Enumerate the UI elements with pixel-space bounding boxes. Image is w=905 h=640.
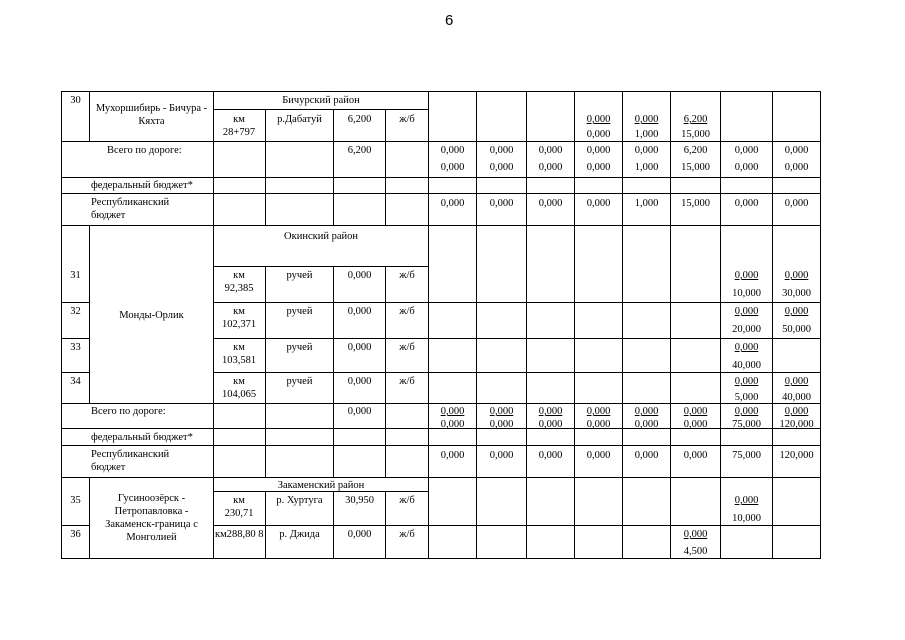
row-number: 32	[70, 306, 81, 317]
value-cell: 0,000	[440, 406, 465, 417]
km-position: км 102,371	[221, 306, 257, 330]
value-cell: 0,000	[784, 198, 809, 209]
bridge-material: ж/б	[399, 270, 415, 281]
row-line	[213, 109, 429, 110]
value-cell: 10,000	[732, 288, 761, 299]
value-cell: 6,200	[683, 114, 708, 125]
value-cell: 0,000	[489, 419, 514, 428]
table-border	[61, 91, 62, 559]
row-line	[213, 338, 821, 339]
value-cell: 0,000	[538, 406, 563, 417]
value-cell: 0,000	[538, 145, 563, 156]
road-name: Монды-Орлик	[119, 310, 184, 321]
value-cell: 0,000	[734, 406, 759, 417]
bridge-object: ручей	[286, 270, 313, 281]
value-cell: 0,000	[586, 419, 611, 428]
road-total-label: Всего по дороге:	[91, 406, 166, 417]
district-name: Окинский район	[284, 231, 358, 242]
row-line	[213, 372, 821, 373]
row-number: 36	[70, 529, 81, 540]
district-name: Бичурский район	[282, 95, 360, 106]
value-cell: 0,000	[634, 419, 659, 428]
value-cell: 0,000	[538, 419, 563, 428]
value-cell: 0,000	[538, 162, 563, 173]
bridge-length: 0,000	[347, 270, 372, 281]
value-cell: 0,000	[784, 406, 809, 417]
row-line	[61, 445, 821, 446]
table-border	[61, 91, 821, 92]
value-cell: 0,000	[784, 270, 809, 281]
row-line	[61, 525, 90, 526]
value-cell: 0,000	[586, 114, 611, 125]
value-cell: 1,000	[634, 198, 659, 209]
value-cell: 20,000	[732, 324, 761, 335]
bridge-length: 6,200	[347, 114, 372, 125]
row-line	[61, 428, 821, 429]
row-line	[61, 302, 90, 303]
row-line	[61, 141, 821, 142]
table-border	[61, 558, 821, 559]
value-cell: 0,000	[734, 342, 759, 353]
bridge-length: 0,000	[347, 376, 372, 387]
value-cell: 0,000	[634, 114, 659, 125]
value-cell: 0,000	[489, 162, 514, 173]
row-line	[61, 372, 90, 373]
value-cell: 50,000	[782, 324, 811, 335]
col-line	[385, 109, 386, 226]
col-line	[333, 109, 334, 226]
row-line	[213, 302, 821, 303]
row-line	[213, 266, 429, 267]
value-cell: 120,000	[779, 419, 814, 428]
value-cell: 75,000	[732, 450, 761, 461]
bridge-object: р.Дабатуй	[277, 114, 322, 125]
km-position: км 103,581	[221, 342, 257, 366]
row-line	[61, 338, 90, 339]
km-position: км 104,065	[221, 376, 257, 400]
value-cell: 0,000	[784, 376, 809, 387]
col-line	[265, 109, 266, 226]
value-cell: 0,000	[683, 529, 708, 540]
value-cell: 0,000	[440, 450, 465, 461]
value-cell: 0,000	[734, 198, 759, 209]
value-cell: 0,000	[489, 450, 514, 461]
value-cell: 30,000	[782, 288, 811, 299]
row-number: 35	[70, 495, 81, 506]
bridge-material: ж/б	[399, 376, 415, 387]
bridge-material: ж/б	[399, 342, 415, 353]
value-cell: 0,000	[634, 406, 659, 417]
value-cell: 6,200	[683, 145, 708, 156]
value-cell: 15,000	[681, 129, 710, 140]
value-cell: 0,000	[489, 145, 514, 156]
district-name: Закаменский район	[277, 480, 365, 491]
page-number: 6	[445, 12, 454, 29]
bridge-object: р. Джида	[279, 529, 320, 540]
value-cell: 1,000	[634, 129, 659, 140]
total-length: 6,200	[347, 145, 372, 156]
value-cell: 0,000	[734, 270, 759, 281]
federal-budget-label: федеральный бюджет*	[91, 432, 193, 443]
bridge-material: ж/б	[399, 306, 415, 317]
km-position: км 28+797	[222, 114, 256, 138]
value-cell: 0,000	[683, 419, 708, 428]
km-position: км288,80 8	[215, 529, 264, 540]
value-cell: 15,000	[681, 162, 710, 173]
bridge-length: 0,000	[347, 342, 372, 353]
federal-budget-label: федеральный бюджет*	[91, 180, 193, 191]
road-total-label: Всего по дороге:	[107, 145, 182, 156]
row-line	[213, 525, 821, 526]
bridge-object: р. Хуртуга	[276, 495, 323, 506]
value-cell: 0,000	[489, 198, 514, 209]
row-line	[61, 177, 821, 178]
road-name: Мухоршибирь - Бичура - Кяхта	[95, 103, 208, 127]
value-cell: 10,000	[732, 513, 761, 524]
value-cell: 0,000	[586, 198, 611, 209]
value-cell: 0,000	[784, 162, 809, 173]
value-cell: 0,000	[440, 198, 465, 209]
bridge-object: ручей	[286, 376, 313, 387]
col-line	[89, 477, 90, 559]
value-cell: 0,000	[734, 306, 759, 317]
road-name: Гусиноозёрск - Петропавловка - Закаменск-граница с Монголией	[105, 493, 198, 543]
bridge-length: 30,950	[345, 495, 374, 506]
value-cell: 0,000	[734, 145, 759, 156]
col-line	[385, 266, 386, 478]
row-line	[61, 477, 821, 478]
value-cell: 0,000	[784, 145, 809, 156]
value-cell: 40,000	[732, 360, 761, 371]
row-line	[61, 403, 821, 404]
bridge-material: ж/б	[399, 495, 415, 506]
bridge-material: ж/б	[399, 529, 415, 540]
republic-budget-label: Республиканский бюджет	[91, 449, 170, 473]
value-cell: 0,000	[440, 145, 465, 156]
value-cell: 0,000	[634, 450, 659, 461]
km-position: км 92,385	[224, 270, 254, 294]
bridge-object: ручей	[286, 342, 313, 353]
row-number: 30	[70, 95, 81, 106]
bridge-material: ж/б	[399, 114, 415, 125]
col-line	[333, 266, 334, 478]
value-cell: 0,000	[784, 306, 809, 317]
republic-budget-label: Республиканский бюджет	[91, 197, 170, 221]
value-cell: 0,000	[489, 406, 514, 417]
value-cell: 40,000	[782, 392, 811, 403]
row-number: 33	[70, 342, 81, 353]
value-cell: 0,000	[634, 145, 659, 156]
value-cell: 0,000	[586, 145, 611, 156]
value-cell: 0,000	[440, 419, 465, 428]
value-cell: 0,000	[734, 162, 759, 173]
total-length: 0,000	[347, 406, 372, 417]
value-cell: 0,000	[683, 450, 708, 461]
col-line	[265, 266, 266, 478]
row-line	[61, 225, 821, 226]
table-border	[820, 91, 821, 559]
value-cell: 15,000	[681, 198, 710, 209]
row-number: 31	[70, 270, 81, 281]
row-line	[61, 193, 821, 194]
bridge-object: ручей	[286, 306, 313, 317]
bridge-length: 0,000	[347, 529, 372, 540]
value-cell: 5,000	[734, 392, 759, 403]
value-cell: 0,000	[538, 450, 563, 461]
value-cell: 0,000	[683, 406, 708, 417]
value-cell: 0,000	[586, 129, 611, 140]
value-cell: 0,000	[586, 406, 611, 417]
value-cell: 4,500	[683, 546, 708, 557]
value-cell: 0,000	[734, 495, 759, 506]
bridge-length: 0,000	[347, 306, 372, 317]
value-cell: 0,000	[586, 162, 611, 173]
value-cell: 120,000	[779, 450, 814, 461]
value-cell: 0,000	[538, 198, 563, 209]
value-cell: 1,000	[634, 162, 659, 173]
value-cell: 0,000	[586, 450, 611, 461]
value-cell: 0,000	[734, 376, 759, 387]
value-cell: 75,000	[732, 419, 761, 428]
value-cell: 0,000	[440, 162, 465, 173]
row-number: 34	[70, 376, 81, 387]
km-position: км 230,71	[224, 495, 254, 519]
